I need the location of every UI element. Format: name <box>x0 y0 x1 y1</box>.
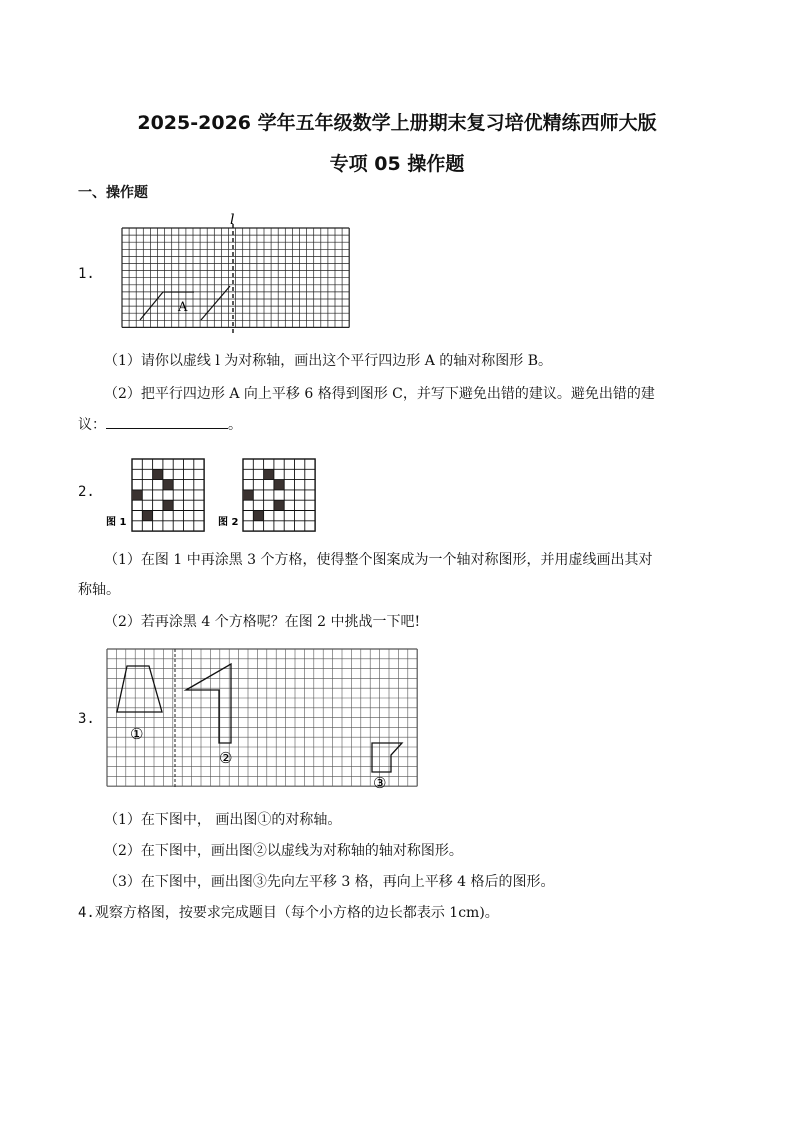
axis-label-l: l <box>230 212 235 228</box>
question-3-grid-figure <box>104 645 420 791</box>
shape-label-1: ① <box>130 725 144 743</box>
question-3-part-2: （2）在下图中，画出图②以虚线为对称轴的轴对称图形。 <box>104 843 463 859</box>
trapezoid-shape-1 <box>117 666 162 712</box>
shape-label-2: ② <box>219 749 233 767</box>
question-number-1: 1. <box>78 266 95 282</box>
question-4 <box>78 903 499 923</box>
shaded-cell <box>274 500 284 510</box>
figure-2-label: 图 2 <box>218 517 239 528</box>
grid-lines <box>122 228 349 327</box>
continuation-text: 议： <box>78 417 106 433</box>
page-title: 2025-2026 学年五年级数学上册期末复习培优精练西师大版 <box>137 112 657 134</box>
question-1-part-2: （2）把平行四边形 A 向上平移 6 格得到图形 C，并写下避免出错的建议。避免出错的建 <box>104 386 655 402</box>
figure-1-label: 图 1 <box>106 517 127 528</box>
question-2-part-1-continuation: 称轴。 <box>78 582 120 598</box>
grid-lines <box>107 649 417 786</box>
question-number-3: 3. <box>78 711 95 727</box>
shaded-cell <box>132 490 142 500</box>
shaded-cell <box>163 500 173 510</box>
shaded-cell <box>142 511 152 521</box>
shaded-cell <box>253 511 263 521</box>
question-1-part-1: （1）请你以虚线 l 为对称轴，画出这个平行四边形 A 的轴对称图形 B。 <box>104 353 553 369</box>
shaded-cell <box>153 469 163 479</box>
shaded-cell <box>274 480 284 490</box>
question-3-part-3: （3）在下图中，画出图③先向左平移 3 格，再向上平移 4 格后的图形。 <box>104 874 555 890</box>
question-2-part-2: （2）若再涂黑 4 个方格呢？在图 2 中挑战一下吧! <box>104 614 421 630</box>
shaded-cell <box>264 469 274 479</box>
shape-label-3: ③ <box>373 774 387 792</box>
question-number-2: 2. <box>78 484 95 500</box>
question-1-grid-figure <box>120 210 350 335</box>
shaded-cell <box>243 490 253 500</box>
question-2-part-1: （1）在图 1 中再涂黑 3 个方格，使得整个图案成为一个轴对称图形，并用虚线画出其对 <box>104 552 653 568</box>
question-3-part-1: （1）在下图中， 画出图①的对称轴。 <box>104 812 342 828</box>
shaded-cell <box>163 480 173 490</box>
parallelogram-a-side <box>201 286 230 320</box>
question-4-text: 观察方格图，按要求完成题目（每个小方格的边长都表示 1cm)。 <box>94 905 499 921</box>
page-subtitle: 专项 05 操作题 <box>329 153 465 175</box>
answer-blank[interactable] <box>106 414 228 429</box>
end-mark: 。 <box>228 417 242 433</box>
pentagon-shape-3 <box>372 743 402 772</box>
question-number-4: 4. <box>78 905 95 921</box>
l-shape-2 <box>186 664 231 743</box>
shape-label-a: A <box>178 300 188 315</box>
question-2-grids-figure <box>100 456 325 534</box>
section-heading: 一、操作题 <box>78 185 148 201</box>
question-1-part-2-continuation <box>78 414 242 435</box>
